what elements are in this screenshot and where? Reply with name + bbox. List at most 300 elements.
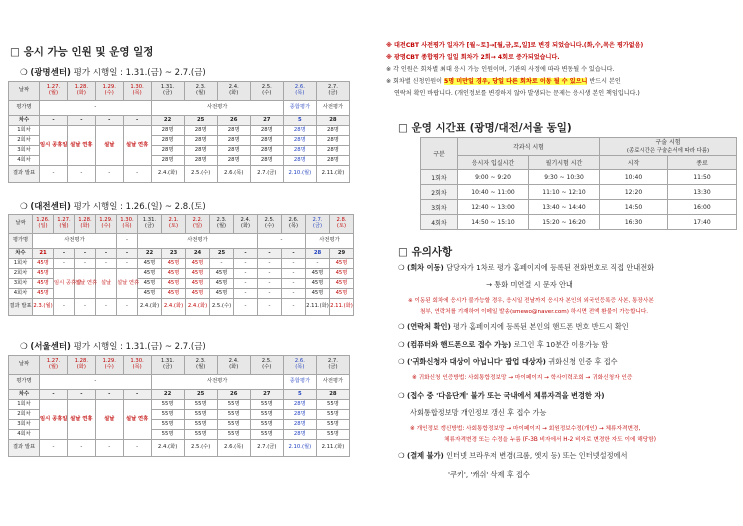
round-row-label: 4회차 [9,430,40,440]
holiday-seollal-2: 설날 연휴 [117,269,138,299]
item-status-change-text: 사회통합정보망 개인정보 갱신 후 접수 가능 [410,408,547,417]
result-date: 2.3.(월) [33,299,54,316]
result-date: 2.11.(화) [330,299,354,316]
seat-none: - [117,259,138,269]
weekday-label: (수) [104,364,114,370]
date-header [250,82,283,101]
seat-none: - [258,269,282,279]
time-cell: 9:30 ~ 10:30 [529,170,600,185]
seat-count: 45명 [330,259,354,269]
seat-count: 28명 [217,126,250,136]
round-number: - [40,390,68,400]
result-date: 2.7.(금) [250,440,283,457]
result-date: 2.5.(수) [184,166,217,183]
date-label: 2.6. [294,84,305,91]
date-header [210,215,234,234]
date-label: 2.6. [288,217,299,224]
notice-min-a: ※ 회차별 신청인원이 [386,78,445,85]
weekday-label: (목) [295,90,305,96]
seat-count: 45명 [162,259,186,269]
round-number: 25 [210,249,234,259]
date-label: 2.5. [264,217,275,224]
weekday-label: (목) [132,90,142,96]
seat-count: 55명 [151,400,184,410]
date-label: 2.6. [294,358,305,365]
item-payment [398,450,627,462]
seat-none: - [210,259,234,269]
date-label: 1.31. [160,84,175,91]
bullet-icon: ❍ [20,202,28,212]
date-header [186,215,210,234]
date-label: 1.30. [120,217,134,224]
seat-count: 28명 [283,420,316,430]
timetable-oral-sub: (종료시간은 구술순서에 따라 다름) [626,147,710,154]
round-row-label: 3회차 [9,420,40,430]
seat-count: 55명 [217,420,250,430]
seat-count: 28명 [283,156,316,166]
item-round-move [398,262,654,274]
schedule-table-se [8,355,350,457]
weekday-label: (목) [132,364,142,370]
round-number: - [282,249,306,259]
seat-count: 45명 [186,289,210,299]
seat-count: 28명 [283,410,316,420]
seat-count: 45명 [33,259,54,269]
eval-pre: 사전평가 [151,101,283,116]
round-number: 28 [316,390,349,400]
eval-pre-last: 사전평가 [316,375,349,390]
seat-count: 28명 [217,146,250,156]
round-label: 차수 [9,249,33,259]
round-row-label: 3회차 [9,146,40,156]
bullet-icon: ❍ [20,342,28,352]
timetable-subheader: 응시자 입실시간 [458,156,529,170]
notice-daejeon-change: ※ 대전CBT 사전평가 일자가 [월~토]→[월,금,토,일]로 변경 되었습니다.(화,수,목은 평가없음) [386,42,644,49]
date-label: 2.7. [327,358,338,365]
eval-pre: 사전평가 [138,234,258,249]
seat-count: 28명 [184,156,217,166]
weekday-label: (월) [196,90,206,96]
result-date: 2.4.(화) [151,440,184,457]
round-label: 4회차 [421,215,458,230]
item-device [398,339,608,351]
schedule-title: □ 응시 가능 인원 및 운영 일정 [10,46,154,58]
date-header [234,215,258,234]
bullet-icon: ❍ [398,391,407,400]
round-number: - [40,116,68,126]
date-header-label: 날짜 [9,215,33,234]
time-cell: 14:50 [600,200,668,215]
date-label: 1.28. [74,84,89,91]
seat-count: 28명 [184,136,217,146]
result-none: - [95,166,123,183]
seat-count: 55명 [316,420,349,430]
schedule-table-gm [8,81,350,183]
time-cell: 12:20 [600,185,668,200]
left-column [8,0,360,526]
seat-count: 45명 [33,269,54,279]
holiday-temp: 임시 공휴일 [40,126,68,166]
eval-label: 평가명 [9,375,40,390]
round-row-label: 4회차 [9,289,33,299]
date-header [283,82,316,101]
holiday-seollal: 설날 [95,126,123,166]
timetable-subheader: 필기시험 시간 [529,156,600,170]
seat-count: 55명 [184,420,217,430]
seat-count: 28명 [316,136,349,146]
date-label: 2.3. [195,84,206,91]
bullet-icon: ❍ [398,340,407,349]
date-label: 1.27. [46,358,61,365]
date-header [123,356,151,375]
result-date: 2.6.(목) [217,440,250,457]
center-period: 평가 시행일 : 1.31.(금) ~ 2.7.(금) [70,342,206,352]
result-none: - [258,299,282,316]
seat-count: 45명 [138,279,162,289]
date-header [151,82,184,101]
date-header [316,356,349,375]
seat-count: 45명 [33,289,54,299]
round-label: 1회차 [421,170,458,185]
seat-count: 28명 [184,146,217,156]
seat-count: 55명 [217,400,250,410]
item-payment-text-2: '쿠키', '캐쉬' 삭제 후 접수 [448,470,530,479]
weekday-label: (목) [295,364,305,370]
eval-none-2: - [258,234,306,249]
result-none: - [67,166,95,183]
notice-min-highlight: 5명 미만일 경우, 당일 다른 회차로 이동 될 수 있으니 [444,78,588,85]
seat-count: 55명 [250,420,283,430]
date-label: 1.26. [36,217,50,224]
round-number: 26 [217,116,250,126]
table-row [421,185,737,200]
center-title-gm [20,66,206,78]
result-none: - [40,440,68,457]
right-column [386,0,738,526]
date-header [75,215,96,234]
seat-none: - [75,259,96,269]
weekday-label: (금) [312,223,323,229]
holiday-seollal-1: 설날 연휴 [67,126,95,166]
time-cell: 14:50 ~ 15:10 [458,215,529,230]
item-device-text: 로그인 후 10분간 이용가능 함 [511,340,609,349]
seat-none: - [282,269,306,279]
date-header [67,356,95,375]
seat-count: 45명 [162,279,186,289]
weekday-label: (금) [162,90,173,96]
date-header [96,215,117,234]
round-number: 23 [162,249,186,259]
holiday-seollal-1: 설날 연휴 [67,400,95,440]
round-number: - [117,249,138,259]
result-date: 2.6.(목) [217,166,250,183]
round-number: - [258,249,282,259]
date-label: 2.2. [192,217,203,224]
date-label: 2.7. [312,217,323,224]
seat-count: 45명 [330,269,354,279]
round-row-label: 3회차 [9,279,33,289]
item-status-change-note-2: 체류자격변경 또는 수정을 누름 (F-3B 비자에서 H-2 비자로 변경한 자도 이에 해당함) [444,437,656,443]
seat-count: 55명 [184,430,217,440]
weekday-label: (수) [104,90,114,96]
weekday-label: (수) [262,364,272,370]
date-label: 1.29. [99,217,113,224]
item-naturalization-label: ('귀화신청자 대상이 아닙니다' 팝업 대상자) [406,357,546,366]
result-date: 2.10.(월) [283,166,316,183]
round-number: - [96,249,117,259]
time-cell: 17:40 [668,215,737,230]
seat-none: - [258,259,282,269]
time-cell: 9:00 ~ 9:20 [458,170,529,185]
round-number: 25 [184,116,217,126]
round-number: 29 [330,249,354,259]
result-label: 결과 발표 [9,166,40,183]
timetable-subheader: 시작 [600,156,668,170]
holiday-temp: 임시 공휴일 [54,269,75,299]
weekday-label: (금) [328,364,338,370]
seat-count: 45명 [138,269,162,279]
date-label: 1.30. [130,358,144,365]
result-date: 2.11.(화) [306,299,330,316]
seat-count: 45명 [306,279,330,289]
seat-count: 28명 [151,146,184,156]
weekday-label: (토) [336,223,347,229]
round-number: 27 [250,116,283,126]
date-header-label: 날짜 [9,356,40,375]
date-header [33,215,54,234]
center-name: (서울센터) [30,342,71,352]
eval-none: - [40,375,152,390]
eval-pre-first: 사전평가 [33,234,117,249]
round-number: - [123,116,151,126]
date-label: 1.27. [57,217,71,224]
result-date: 2.10.(월) [283,440,316,457]
round-row-label: 2회차 [9,410,40,420]
round-number: 22 [151,390,184,400]
center-title-dj [20,200,206,212]
seat-none: - [54,259,75,269]
item-round-move-label: (회차 이동) [406,263,444,272]
item-payment-label: (결제 불가) [406,451,444,460]
weekday-label: (월) [48,364,59,370]
schedule-table-dj [8,214,354,316]
round-number: - [123,390,151,400]
seat-none: - [234,269,258,279]
date-label: 2.4. [228,358,239,365]
date-header [306,215,330,234]
seat-count: 28명 [283,146,316,156]
bullet-icon: ❍ [398,451,407,460]
seat-count: 45명 [210,269,234,279]
round-number: - [67,116,95,126]
seat-none: - [282,279,306,289]
item-status-change-label: (접수 중 '다음단계' 불가 또는 국내에서 체류자격을 변경한 자) [406,391,605,400]
round-row-label: 1회차 [9,400,40,410]
seat-count: 45명 [330,289,354,299]
seat-count: 55명 [316,400,349,410]
date-label: 1.29. [102,84,116,91]
item-naturalization [398,356,618,368]
date-label: 1.29. [102,358,116,365]
item-device-label: (컴퓨터와 핸드폰으로 접수 가능) [406,340,512,349]
bullet-icon: ❍ [398,322,407,331]
date-header [40,82,68,101]
weekday-label: (일) [192,223,203,229]
seat-count: 28명 [151,136,184,146]
time-cell: 10:40 [600,170,668,185]
weekday-label: (금) [162,364,173,370]
seat-count: 28명 [184,126,217,136]
seat-count: 55명 [250,410,283,420]
item-contact-label: (연락처 확인) [406,322,451,331]
seat-count: 28명 [151,126,184,136]
result-date: 2.4.(화) [186,299,210,316]
seat-count: 28명 [151,156,184,166]
table-row [421,170,737,185]
date-label: 1.31. [142,217,157,224]
weekday-label: (화) [240,223,251,229]
round-number: 27 [250,390,283,400]
weekday-label: (월) [59,223,69,229]
center-name: (광명센터) [30,68,71,78]
notice-min-c: 반드시 본인 [587,78,621,85]
seat-count: 55명 [151,420,184,430]
eval-label: 평가명 [9,101,40,116]
round-row-label: 1회차 [9,126,40,136]
seat-none: - [234,259,258,269]
date-label: 2.4. [240,217,251,224]
item-status-change-note-1: ※ 개인정보 갱신방법: 사회통합정보망 → 마이페이지 → 회원정보수정(개인) → 체류자격변경, [410,426,641,432]
round-label: 차수 [9,390,40,400]
date-label: 1.27. [46,84,61,91]
notice-gwangmyeong-increase: ※ 광명CBT 종합평가 일일 회차가 2회→ 4회로 증가되었습니다. [386,54,560,61]
seat-count: 28명 [250,136,283,146]
result-date: 2.11.(화) [316,440,349,457]
seat-count: 45명 [330,279,354,289]
center-period: 평가 시행일 : 1.31.(금) ~ 2.7.(금) [70,68,206,78]
seat-none: - [306,259,330,269]
date-header [283,356,316,375]
holiday-seollal: 설날 [96,269,117,299]
eval-pre: 사전평가 [151,375,283,390]
timetable-written-header: 각과식 시험 [458,138,600,156]
seat-count: 55명 [151,410,184,420]
date-header [117,215,138,234]
seat-count: 45명 [186,269,210,279]
seat-count: 55명 [184,410,217,420]
eval-none: - [40,101,152,116]
round-number: - [95,116,123,126]
time-cell: 15:20 ~ 16:20 [529,215,600,230]
date-header [330,215,354,234]
notice-capacity: ※ 각 인원은 회차별 최대 응시 가능 인원이며, 기관의 사정에 따라 변동될 수 있습니다. [386,66,615,73]
item-naturalization-note: ※ 귀화신청 인증방법: 사회통합정보망 → 마이페이지 → 학사이력조회 → 귀화신청자 인증 [412,375,633,381]
round-number: 5 [283,116,316,126]
weekday-label: (목) [288,223,299,229]
result-none: - [54,299,75,316]
notice-contact-check: 연락처 확인 바랍니다. (개인정보를 변경하지 않아 발생되는 문제는 응시생 본인 책임입니다.) [394,90,640,97]
weekday-label: (토) [168,223,179,229]
seat-count: 45명 [162,269,186,279]
seat-count: 55명 [316,410,349,420]
weekday-label: (수) [262,90,272,96]
seat-count: 55명 [217,410,250,420]
bullet-icon: ❍ [398,357,407,366]
date-header [184,82,217,101]
weekday-label: (월) [216,223,227,229]
round-number: 5 [283,390,316,400]
timetable-gubun-header: 구분 [421,138,458,170]
seat-count: 28명 [316,146,349,156]
date-label: 1.28. [78,217,92,224]
time-cell: 11:10 ~ 12:10 [529,185,600,200]
result-none: - [96,299,117,316]
weekday-label: (화) [76,90,86,96]
eval-comprehensive: 종합평가 [283,375,316,390]
item-contact-text: 평가 홈페이지에 등록된 본인의 핸드폰 번호 반드시 확인 [450,322,629,331]
table-row [421,215,737,230]
time-cell: 10:40 ~ 11:00 [458,185,529,200]
round-number: - [95,390,123,400]
weekday-label: (금) [328,90,338,96]
round-row-label: 2회차 [9,269,33,279]
seat-count: 28명 [250,126,283,136]
weekday-label: (월) [196,364,206,370]
seat-count: 28명 [250,156,283,166]
seat-count: 45명 [138,259,162,269]
seat-none: - [282,289,306,299]
date-header [138,215,162,234]
round-number: 25 [184,390,217,400]
item-round-move-text: 담당자가 1차로 평가 홈페이지에 등록된 전화번호로 직접 안내전화 [443,263,655,272]
seat-count: 28명 [217,136,250,146]
result-date: 2.11.(화) [316,166,349,183]
date-header [316,82,349,101]
item-round-move-sms: → 통화 미연결 시 문자 안내 [486,280,573,289]
timetable-oral-header [600,138,737,156]
center-period: 평가 시행일 : 1.26.(일) ~ 2.8.(토) [70,202,206,212]
seat-count: 28명 [283,400,316,410]
seat-count: 55명 [184,400,217,410]
item-round-move-refund-1: ※ 이동된 회차에 응시가 불가능할 경우, 응시일 전날까지 응시자 본인의 외국인등록증 사본, 통장사본 [408,298,654,304]
center-name: (대전센터) [30,202,71,212]
date-label: 1.31. [160,358,175,365]
notice-min-applicants [386,76,621,89]
round-number: 28 [306,249,330,259]
round-number: 24 [186,249,210,259]
weekday-label: (금) [144,223,155,229]
holiday-seollal-2: 설날 연휴 [123,400,151,440]
seat-count: 28명 [283,126,316,136]
date-header [67,82,95,101]
date-header [123,82,151,101]
round-number: - [54,249,75,259]
round-number: 26 [217,390,250,400]
time-cell: 11:50 [668,170,737,185]
timetable [420,137,737,230]
timetable-oral-label: 구술 시험 [655,138,681,146]
date-header [54,215,75,234]
weekday-label: (수) [101,223,111,229]
round-number: - [234,249,258,259]
weekday-label: (수) [264,223,275,229]
result-date: 2.4.(화) [151,166,184,183]
round-label: 차수 [9,116,40,126]
time-cell: 16:00 [668,200,737,215]
date-header [95,82,123,101]
holiday-seollal-2: 설날 연휴 [123,126,151,166]
date-header [217,356,250,375]
